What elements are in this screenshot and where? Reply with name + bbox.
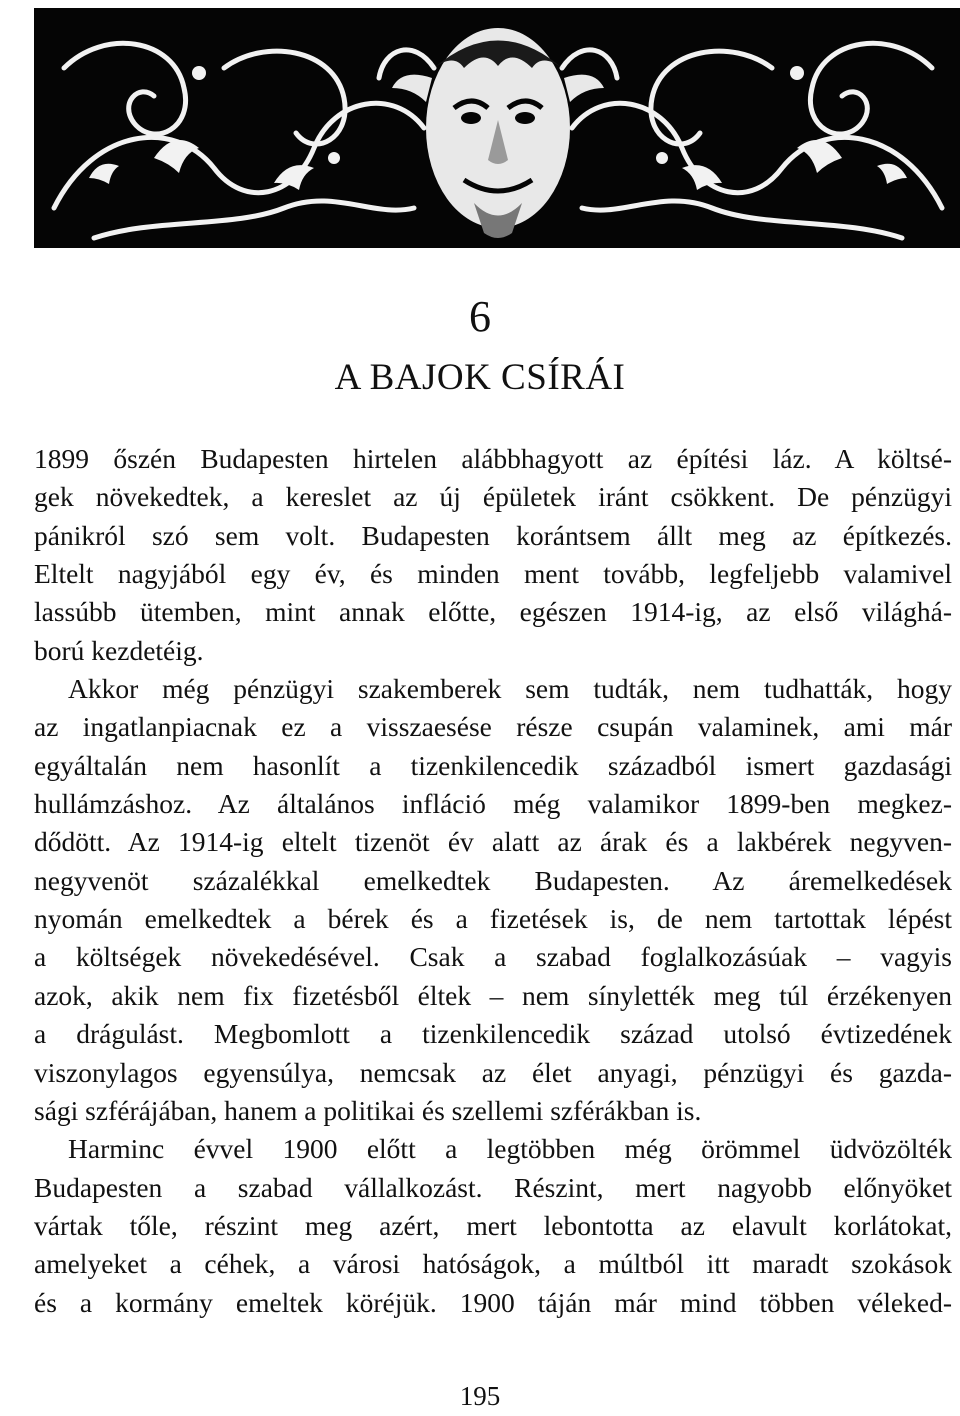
text-line: negyvenöt százalékkal emelkedtek Budapesten. Az áremelkedések bbox=[34, 864, 952, 896]
text-line: Akkor még pénzügyi szakemberek sem tudták, nem tudhatták, hogy bbox=[68, 673, 952, 705]
text-line: egyáltalán nem hasonlít a tizenkilencedik századból ismert gazdasági bbox=[34, 749, 952, 781]
chapter-number: 6 bbox=[469, 292, 491, 341]
body-text bbox=[34, 440, 952, 1322]
text-line: a drágulást. Megbomlott a tizenkilencedik század utolsó évtizedének bbox=[34, 1018, 952, 1050]
text-line: az ingatlanpiacnak ez a visszaesése része csupán valaminek, ami már bbox=[34, 711, 952, 743]
text-line: lassúbb ütemben, mint annak előtte, egészen 1914-ig, az első világhá- bbox=[34, 596, 952, 628]
text-line: dődött. Az 1914-ig eltelt tizenöt év alatt az árak és a lakbérek negyven- bbox=[34, 826, 952, 858]
page-number: 195 bbox=[459, 1381, 501, 1411]
text-line: gek növekedtek, a kereslet az új épületek iránt csökkent. De pénzügyi bbox=[34, 481, 952, 513]
text-line: azok, akik nem fix fizetésből éltek – nem sínylették meg túl érzékenyen bbox=[34, 979, 952, 1011]
text-line: pánikról szó sem volt. Budapesten korántsem állt meg az építkezés. bbox=[34, 519, 952, 551]
text-line: és a kormány emeltek köréjük. 1900 táján már mind többen véleked- bbox=[34, 1286, 952, 1318]
text-line: a költségek növekedésével. Csak a szabad foglalkozásúak – vagyis bbox=[34, 941, 952, 973]
text-line: Budapesten a szabad vállalkozást. Részint, mert nagyobb előnyöket bbox=[34, 1171, 952, 1203]
decorative-header-ornament bbox=[34, 8, 960, 248]
text-line: Eltelt nagyjából egy év, és minden ment tovább, legfeljebb valamivel bbox=[34, 558, 952, 590]
text-line: nyomán emelkedtek a bérek és a fizetések is, de nem tartottak lépést bbox=[34, 903, 952, 935]
text-line: 1899 őszén Budapesten hirtelen alábbhagyott az építési láz. A költsé- bbox=[34, 443, 952, 474]
satyr-mask-scrollwork-icon bbox=[34, 8, 960, 248]
text-line: ború kezdetéig. bbox=[34, 634, 204, 666]
chapter-title: A BAJOK CSÍRÁI bbox=[334, 357, 626, 398]
text-line: amelyeket a céhek, a városi hatóságok, a múltból itt maradt szokások bbox=[34, 1248, 952, 1280]
text-line: Harminc évvel 1900 előtt a legtöbben még örömmel üdvözölték bbox=[68, 1133, 952, 1165]
text-line: hullámzáshoz. Az általános infláció még valamikor 1899-ben megkez- bbox=[34, 788, 952, 820]
text-line: sági szférájában, hanem a politikai és szellemi szférákban is. bbox=[34, 1094, 702, 1126]
text-line: viszonylagos egyensúlya, nemcsak az élet anyagi, pénzügyi és gazda- bbox=[34, 1056, 952, 1088]
text-line: vártak tőle, részint meg azért, mert lebontotta az elavult korlátokat, bbox=[34, 1209, 952, 1241]
